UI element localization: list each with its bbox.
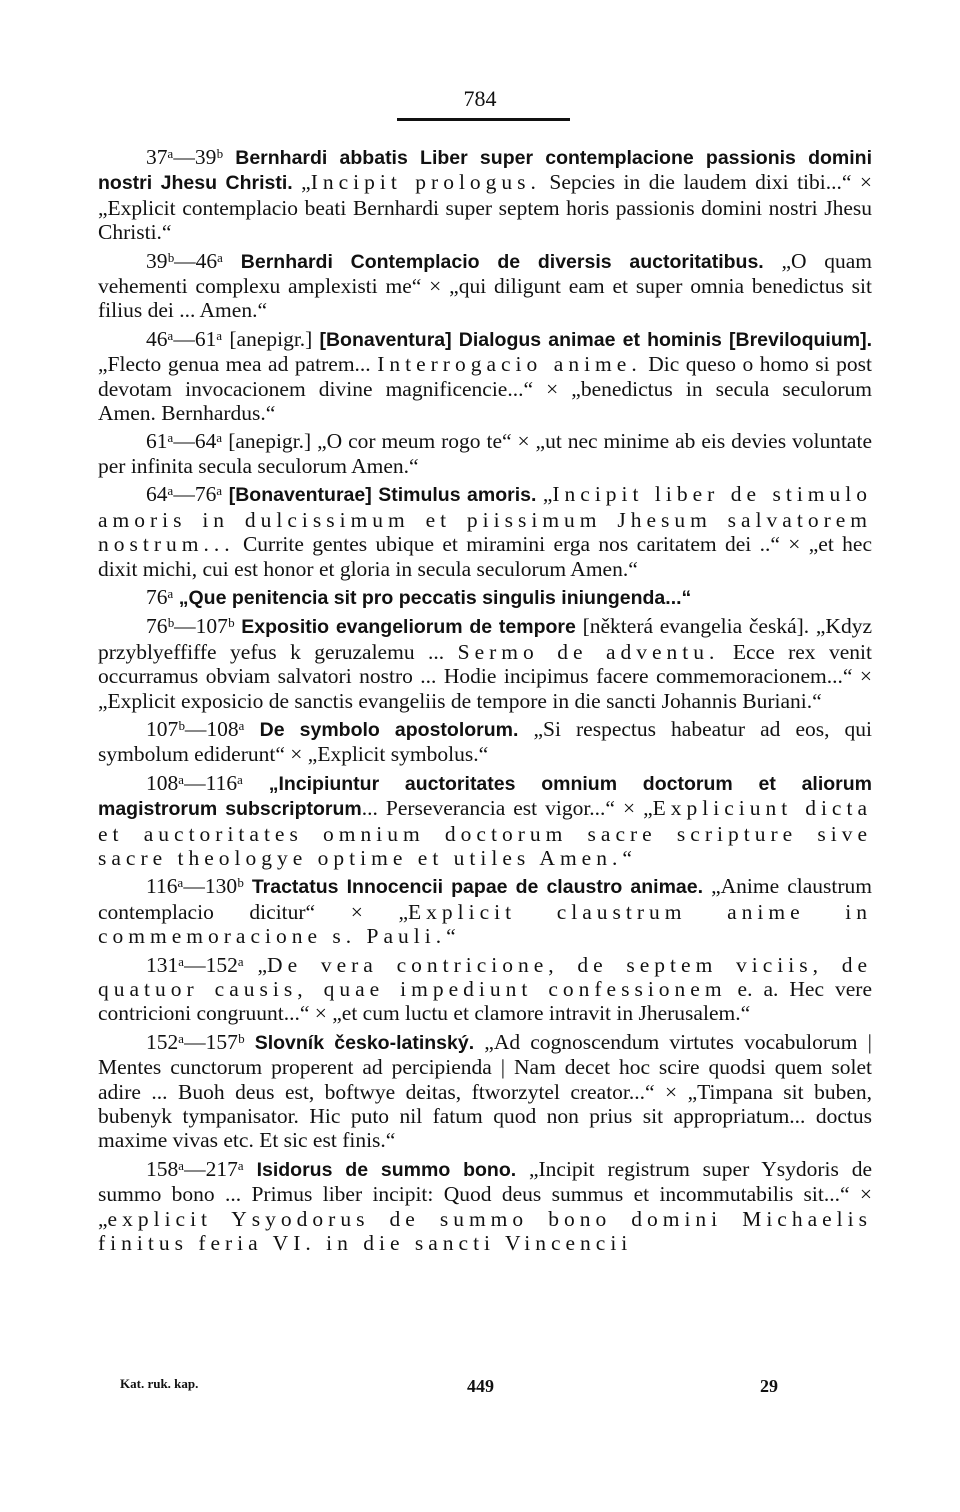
spaced-text: explicit Ysyodorus de summo bono domini Michaelis finitus feria VI. in die sancti Vincencii (98, 1206, 872, 1256)
entry-text: Dic queso o homo si post devotam invocacionem divine magnificencie...“ × „benedictus in secula seculorum Amen. Bernhardus.“ (98, 352, 872, 426)
folio-range: 76ᵇ—107ᵇ (146, 614, 235, 639)
catalog-entry (98, 327, 872, 426)
folio-range: 108ᵃ—116ᵃ (146, 770, 243, 795)
catalog-entry (98, 145, 872, 245)
entry-title: Expositio evangeliorum de tempore (241, 616, 576, 639)
folio-range: 131ᵃ—152ᵃ (146, 952, 244, 977)
spaced-text: Incipit liber de stimulo amoris in dulcissimum et piissimum Jhesum salvatorem nostrum... (98, 482, 872, 557)
folio-range: 46ᵃ—61ᵃ (146, 326, 223, 351)
spaced-text: Sermo de adventu. (457, 639, 720, 664)
catalog-entry (98, 717, 872, 767)
spaced-text: Interrogacio anime. (377, 352, 642, 377)
catalog-entry (98, 1030, 872, 1153)
catalog-entry (98, 249, 872, 323)
catalog-entry (98, 953, 872, 1026)
entry-title: Isidorus de summo bono. (256, 1158, 517, 1181)
folio-range: 64ᵃ—76ᵃ (146, 482, 223, 507)
entry-text: Ecce rex venit occurramus obviam salvatori nostro ... Hodie incipimus facere commemoracionem...“ × „Explicit exposicio de sanctis evangeliis de tempore in die sancti Johannis Buriani.“ (98, 639, 872, 713)
entry-title: Bernhardi Contemplacio de diversis auctoritatibus. (240, 250, 764, 273)
entry-text: ... Perseverancia est vigor...“ × „ (361, 796, 653, 821)
folio-range: 37ᵃ—39ᵇ (146, 145, 224, 169)
entry-text: [anepigr.] „O cor meum rogo te“ × „ut nec minime ab eis devies voluntate per infinita secula seculorum Amen.“ (98, 429, 872, 478)
footer-catalog-abbrev: Kat. ruk. kap. (120, 1376, 199, 1391)
entry-text: “ (622, 845, 632, 870)
spaced-text: Incipit prologus. (310, 170, 541, 195)
entry-title: „Que penitencia sit pro peccatis singulis iniungenda...“ (178, 586, 692, 609)
folio-range: 61ᵃ—64ᵃ (146, 429, 223, 454)
spaced-text: Expliciunt dicta et auctoritates omnium doctorum sacre scripture sive sacre theologye optime et utiles Amen. (98, 796, 872, 870)
incipit-prefix: „ (536, 482, 553, 507)
catalog-entry (98, 585, 872, 610)
folio-range: 39ᵇ—46ᵃ (146, 248, 224, 273)
spaced-text: De vera contricione, de septem viciis, de quatuor causis, quae impediunt confessionem (98, 952, 872, 1001)
folio-range: 152ᵃ—157ᵇ (146, 1029, 245, 1054)
catalog-entry (98, 771, 872, 871)
entry-text: Currite gentes ubique et miramini erga nos caritatem dei ..“ × „et hec dixit michi, cui est honor et gloria in secula seculorum Amen.“ (98, 532, 872, 581)
footer-signature-number: 29 (760, 1376, 778, 1396)
folio-range: 158ᵃ—217ᵃ (146, 1156, 244, 1181)
entry-text: „Si respectus habeatur ad eos, qui symbolum ediderunt“ × „Explicit symbolus.“ (98, 716, 873, 767)
entry-title: Slovník česko-latinský. (254, 1031, 475, 1054)
entry-text: e. a. Hec vere contricioni congruunt...“ × „et cum luctu et clamore intravit in Jherusalem.“ (98, 977, 872, 1026)
entry-text: „Ad cognoscendum virtutes vocabulorum | Mentes cunctorum properent ad percipienda | Nam decet hoc scire quodsi quem solet adire ... Buoh deus est, boftwye deitas, ftworzytel creator...“ × „Timpana sit buben, bubenyk tympanisator. Hic puto nil fatum quod non prius sit appropriatum... doctus maxime vivas etc. Et sic est finis.“ (98, 1029, 872, 1153)
entry-text: „Flecto genua mea ad patrem... (98, 352, 378, 377)
entry-text: “ (446, 924, 456, 949)
entry-text: Sepcies in die laudem dixi tibi...“ × „Explicit contemplacio beati Bernhardi super septem horis passionis domini nostri Jhesu Christi.“ (98, 170, 873, 245)
header-rule (397, 118, 570, 121)
entry-text: „ (243, 952, 268, 977)
entry-prefix: [anepigr.] (222, 326, 320, 351)
entry-text: [některá evangelia česká]. „Kdyz przyblyeffiffe yefus k geruzalemu ... (98, 614, 872, 664)
entry-title: [Bonaventura] Dialogus animae et hominis [Breviloquium]. (319, 328, 872, 351)
entry-title: „Incipiuntur auctoritates omnium doctorum et aliorum magistrorum subscriptorum (98, 772, 873, 821)
entry-title: Bernhardi abbatis Liber super contemplacione passionis domini nostri Jhesu Christi. (98, 147, 873, 195)
catalog-entry (98, 1157, 872, 1256)
entry-title: Tractatus Innocencii papae de claustro animae. (251, 876, 704, 899)
entry-text: „O quam vehementi complexu amplexisti me“ × „qui diligunt eam et super omnia benedictus sit filius dei ... Amen.“ (98, 248, 873, 323)
spaced-text: Explicit claustrum anime in commemoracione s. Pauli. (98, 899, 872, 949)
entry-title: De symbolo apostolorum. (259, 718, 519, 741)
folio-range: 76ᵃ (146, 584, 174, 609)
entry-text: „Anime claustrum contemplacio dicitur“ × „ (98, 874, 873, 924)
catalog-entry (98, 614, 872, 713)
catalog-body (98, 145, 872, 1259)
footer-sheet-number: 449 (467, 1376, 494, 1396)
catalog-entry (98, 874, 872, 948)
incipit-prefix: „ (301, 170, 311, 195)
folio-range: 107ᵇ—108ᵃ (146, 716, 245, 741)
folio-range: 116ᵃ—130ᵇ (146, 874, 244, 899)
catalog-entry (98, 429, 872, 478)
catalog-entry (98, 482, 872, 581)
page-number: 784 (463, 86, 497, 111)
entry-text: „Incipit registrum super Ysydoris de summo bono ... Primus liber incipit: Quod deus summus et incommutabilis sit...“ × „ (98, 1156, 872, 1231)
entry-title: [Bonaventurae] Stimulus amoris. (228, 484, 537, 507)
